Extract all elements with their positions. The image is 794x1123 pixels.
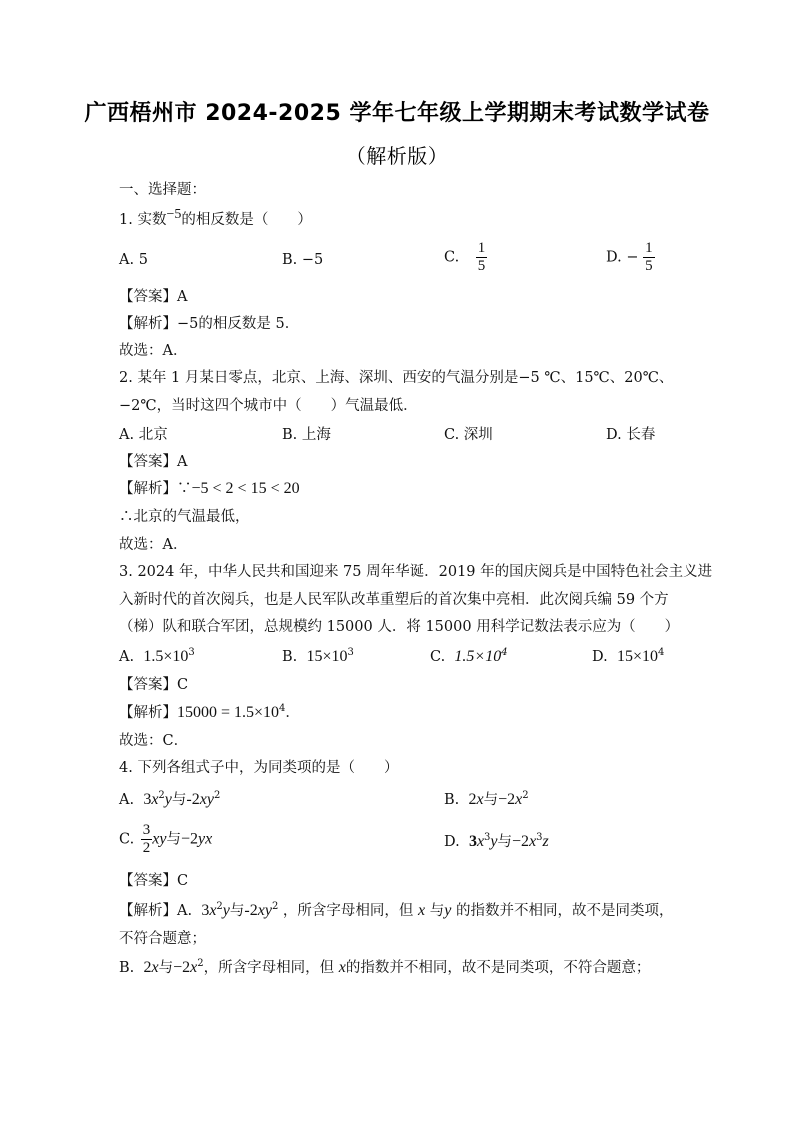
q3-option-a — [119, 647, 195, 667]
q3-option-b-exponent: 3 — [347, 647, 354, 659]
q3-stem-line-2: 入新时代的首次阅兵，也是人民军队改革重塑后的首次集中亮相．此次阅兵编 59 个方 — [119, 592, 669, 608]
q4-analysis-a-text-2: 的指数并不相同，故不是同类项， — [455, 903, 674, 919]
q2-answer: 【答案】A — [119, 454, 188, 470]
fraction-numerator: 3 — [142, 822, 151, 838]
q3-option-b — [282, 647, 354, 667]
q2-stem-line-2: −2℃，当时这四个城市中（ ）气温最低． — [119, 398, 418, 414]
q1-answer: 【答案】A — [119, 289, 188, 305]
q1-conclusion: 故选：A． — [119, 343, 188, 359]
q4-option-d-connector: 与 — [497, 834, 513, 850]
q3-option-c-base: 1.5×10 — [454, 648, 502, 665]
q2-stem-line-1: 2. 某年 1 月某日零点，北京、上海、深圳、西安的气温分别是−5 ℃、15℃、20℃、 — [119, 370, 674, 386]
q4-analysis-b: B. 2x与$-2x^2$，所含字母相同，但 x的指数并不相同，故不是同类项，不符合题意； — [119, 958, 651, 976]
q3-analysis — [119, 703, 300, 723]
fraction-numerator: 1 — [645, 240, 653, 256]
q3-option-c-label: C. — [430, 649, 446, 665]
q4-option-a-label: A. — [119, 792, 135, 808]
section-heading: 一、选择题： — [119, 182, 206, 198]
q3-analysis-exponent: 4 — [279, 703, 286, 715]
q4-analysis-a-line-2: 不符合题意； — [119, 931, 206, 947]
q4-analysis-b-label: B. — [119, 960, 135, 976]
q3-option-a-exponent: 3 — [188, 647, 195, 659]
q3-answer: 【答案】C — [119, 677, 189, 693]
q3-option-d-label: D. — [592, 649, 608, 665]
q1-stem-post: 的相反数是（ ） — [181, 212, 312, 228]
question-1-stem — [119, 207, 312, 230]
q1-option-d — [606, 240, 655, 275]
q4-analysis-a-text-1: ，所含字母相同，但 — [282, 903, 414, 919]
q2-option-a: A. 北京 — [119, 427, 168, 443]
fraction-denominator: 5 — [477, 258, 486, 274]
q3-option-d-exponent: 4 — [657, 647, 665, 659]
q3-analysis-end: ． — [285, 705, 300, 721]
q3-option-a-label: A. — [119, 649, 135, 665]
q3-stem-line-1: 3. 2024 年，中华人民共和国迎来 75 周年华诞．2019 年的国庆阅兵是中国特色社会主义进 — [119, 564, 713, 580]
q4-analysis-a-label: 【解析】A. — [119, 903, 193, 919]
q4-option-d-label: D. — [444, 834, 460, 850]
q4-option-b-label: B. — [444, 792, 460, 808]
q4-option-a-connector: 与 — [171, 792, 187, 808]
q1-option-b: B. −5 — [282, 252, 324, 268]
fraction-numerator: 1 — [477, 240, 486, 256]
q4-option-d: D. $3x^3y$与$-2x^3z$ — [444, 832, 549, 850]
q4-analysis-a: 【解析】A. $3x^2y$与$-2xy^2$ ，所含字母相同，但 x 与y 的指数并不相同，故不是同类项， — [119, 901, 674, 919]
q4-stem: 4. 下列各组式子中，为同类项的是（ ） — [119, 760, 399, 776]
q2-analysis-label: 【解析】∵ — [119, 481, 192, 497]
q4-option-b-connector: 与 — [483, 792, 499, 808]
fraction-denominator: 2 — [142, 840, 151, 856]
q4-option-a: A. $3x^2y$与$-2xy^2$ — [119, 790, 221, 808]
q4-analysis-a-and: 与 — [429, 903, 445, 919]
q3-option-c — [430, 647, 508, 667]
q4-answer: 【答案】C — [119, 873, 189, 889]
q3-stem-line-3: （梯）队和联合军团，总规模约 15000 人．将 15000 用科学记数法表示应为（ ） — [119, 619, 680, 635]
q3-analysis-label: 【解析】 — [119, 705, 177, 721]
q3-option-a-base: 1.5×10 — [143, 648, 189, 665]
page-title: 广西梧州市 2024-2025 学年七年级上学期期末考试数学试卷 — [84, 101, 710, 126]
q3-option-c-exponent: 4 — [501, 647, 508, 659]
q4-option-c: C. $\frac{3}{2}$ xy与−2yx — [119, 822, 213, 856]
page-subtitle: （解析版） — [345, 144, 449, 168]
q3-option-b-base: 15×10 — [306, 648, 348, 665]
q2-analysis — [119, 479, 300, 499]
q1-option-d-fraction — [643, 240, 655, 275]
q2-conclusion: 故选：A． — [119, 537, 188, 553]
q3-option-b-label: B. — [282, 649, 298, 665]
q4-option-c-fraction — [141, 822, 153, 857]
q4-option-c-label: C. — [119, 831, 135, 848]
q2-analysis-inequality: −5 < 2 < 15 < 20 — [191, 480, 300, 497]
q3-option-d — [592, 647, 664, 667]
q1-analysis: 【解析】−5的相反数是 5． — [119, 316, 300, 332]
q2-option-c: C. 深圳 — [444, 427, 493, 443]
q1-option-a: A. 5 — [119, 252, 148, 268]
q2-option-d: D. 长春 — [606, 427, 656, 443]
q4-analysis-b-text-1: ，所含字母相同，但 — [203, 960, 335, 976]
q1-stem-value: −5 — [166, 207, 182, 222]
q4-analysis-b-text-2: 的指数并不相同，故不是同类项，不符合题意； — [345, 960, 651, 976]
q3-conclusion: 故选：C． — [119, 733, 189, 749]
q3-option-d-base: 15×10 — [616, 648, 658, 665]
q4-option-c-connector: 与 — [166, 831, 181, 848]
q1-option-d-label: D. − — [606, 249, 639, 266]
q1-stem-pre: 1. 实数 — [119, 212, 167, 228]
q4-analysis-a-connector: 与 — [229, 903, 245, 919]
q1-option-c-label: C. — [444, 249, 460, 266]
q4-option-b: B. 2x与$-2x^2$ — [444, 790, 529, 808]
q1-option-c-fraction — [476, 240, 488, 275]
q3-analysis-equation: 15000 = 1.5×10 — [177, 704, 280, 721]
q1-option-c — [444, 240, 487, 275]
q4-analysis-b-connector: 与 — [158, 960, 174, 976]
q2-therefore: ∴北京的气温最低， — [119, 509, 250, 525]
q2-option-b: B. 上海 — [282, 427, 331, 443]
fraction-denominator: 5 — [645, 258, 653, 274]
